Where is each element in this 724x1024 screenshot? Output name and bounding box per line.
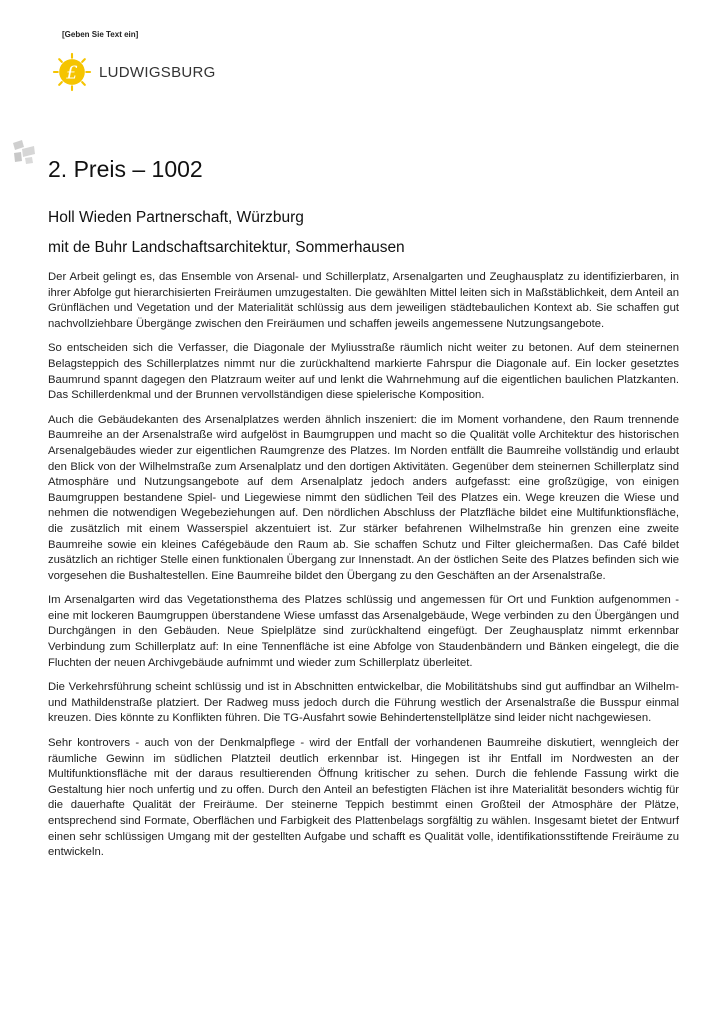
ludwigsburg-logo	[53, 52, 216, 92]
logo-text: LUDWIGSBURG	[99, 63, 216, 81]
page-title: 2. Preis – 1002	[48, 156, 203, 182]
header-placeholder: [Geben Sie Text ein]	[62, 30, 139, 39]
paragraph: So entscheiden sich die Verfasser, die Diagonale der Myliusstraße räumlich nicht weiter zu betonen. Auf dem steinernen Belagsteppich des Schillerplatzes nimmt nur die zurückhaltend markierte Fahrspur die Diagonale auf. Ein locker gesetztes Baumrund spannt dagegen den Platzraum weiter auf und lenkt die Wahrnehmung auf die eigentlichen baulichen Platzkanten. Das Schillerdenkmal und der Brunnen vervollständigen diese spielerische Komposition.	[48, 342, 679, 402]
paragraph: Auch die Gebäudekanten des Arsenalplatzes werden ähnlich inszeniert: die im Moment vorhandene, den Raum trennende Baumreihe an der Arsenalstraße wird aufgelöst in Baumgruppen und macht so die Qualität volle Architektur des historischen Arsenalgebäudes wieder zur eigentlichen Raumgrenze des Platzes. Im Norden entfällt die Baumreihe vollständig und erlaubt den Blick von der Wilhelmstraße zum Arsenalplatz und den dortigen Aktivitäten. Gegenüber dem steinernen Schillerplatz sind Atmosphäre und Nutzungsangebote auf dem Arsenalplatz jedoch anders aufgefasst: eine großzügige, von einigen Baumgruppen bestandene Spiel- und Liegewiese nimmt den südlichen Teil des Platzes ein. Wege kreuzen die Wiese und nehmen die notwendigen Wegebeziehungen auf. Den nördlichen Abschluss der Platzfläche bildet eine Multifunktionsfläche, die zusätzlich mit einem Wasserspiel akzentuiert ist. Zur stärker befahrenen Wilhelmstraße hin grenzen eine zweite Baumreihe sowie ein kleines Cafégebäude den Raum ab. Sie schaffen Schutz und Filter gleichermaßen. Das Café bildet zusätzlich an richtiger Stelle einen funktionalen Übergang zur Innenstadt. An der östlichen Seite des Platzes befinden sich wie vorgesehen die Bushaltestellen. Eine Baumreihe bildet den Übergang zu den Geschäften an der Arsenalstraße.	[48, 413, 679, 582]
ludwigsburg-logo-icon	[53, 53, 91, 91]
paragraph: Die Verkehrsführung scheint schlüssig und ist in Abschnitten entwickelbar, die Mobilitätshubs sind gut auffindbar an Wilhelm- und Mathildenstraße platziert. Der Radweg muss jedoch durch die Führung westlich der Arsenalstraße die Busspur einmal kreuzen. Dies könnte zu Konflikten führen. Die TG-Ausfahrt sowie Behindertenstellplätze sind leider nicht nachgewiesen.	[48, 681, 679, 725]
subtitle-architects: Holl Wieden Partnerschaft, Würzburg	[48, 209, 304, 226]
paragraph: Sehr kontrovers - auch von der Denkmalpflege - wird der Entfall der vorhandenen Baumreihe diskutiert, wenngleich der räumliche Gewinn im südlichen Platzteil deutlich erkennbar ist. Hingegen ist ihr Entfall im Nordwesten an der Multifunktionsfläche mit der daraus resultierenden Öffnung kritischer zu sehen. Durch die fehlende Fassung wirkt die Gestaltung hier noch unfertig und zu offen. Durch den Anteil an befestigten Flächen ist ihre Materialität besonders wichtig für die dauerhafte Qualität der Freiräume. Der steinerne Teppich bestimmt einen Großteil der Atmosphäre der Plätze, entsprechend sind Formate, Oberflächen und Farbigkeit des Plattenbelags sorgfältig zu wählen. Insgesamt bietet der Entwurf einen sehr schlüssigen Umgang mit der gestellten Aufgabe und schafft es Qualität volle, identifikationsstiftende Freiräume zu entwickeln.	[48, 737, 679, 859]
side-margin-icon	[10, 137, 38, 165]
subtitle-landscape: mit de Buhr Landschaftsarchitektur, Sommerhausen	[48, 239, 405, 256]
svg-text:£: £	[66, 62, 78, 84]
paragraph: Der Arbeit gelingt es, das Ensemble von Arsenal- und Schillerplatz, Arsenalgarten und Zeughausplatz zu identifizierbaren, in ihrer Abfolge gut hierarchisierten Freiräumen umzugestalten. Die gewählten Mittel leiten sich in Maßstäblichkeit, dem Anteil an Grünflächen und Vegetation und der Materialität schlüssig aus dem jeweiligen städtebaulichen Kontext ab. Sie schaffen gut nachvollziehbare Übergänge zwischen den Freiräumen und schaffen jeweils angemessene Nutzungsangebote.	[48, 271, 679, 330]
body-text	[48, 270, 679, 859]
paragraph: Im Arsenalgarten wird das Vegetationsthema des Platzes schlüssig und angemessen für Ort und Funktion aufgenommen - eine mit lockeren Baumgruppen überstandene Wiese umfasst das Arsenalgebäude, Wege verbinden zu den Übergängen und Durchgängen in den Gebäuden. Neue Spielplätze sind zurückhaltend eingefügt. Der Zeughausplatz nimmt erkennbar Verbindung zum Schillerplatz auf: In eine Tennenfläche ist eine Abfolge von Staudenbändern und Bänken eingelegt, die die Fluchten der neuen Archivgebäude aufnimmt und wieder zum Schillerplatz überleitet.	[48, 594, 679, 669]
